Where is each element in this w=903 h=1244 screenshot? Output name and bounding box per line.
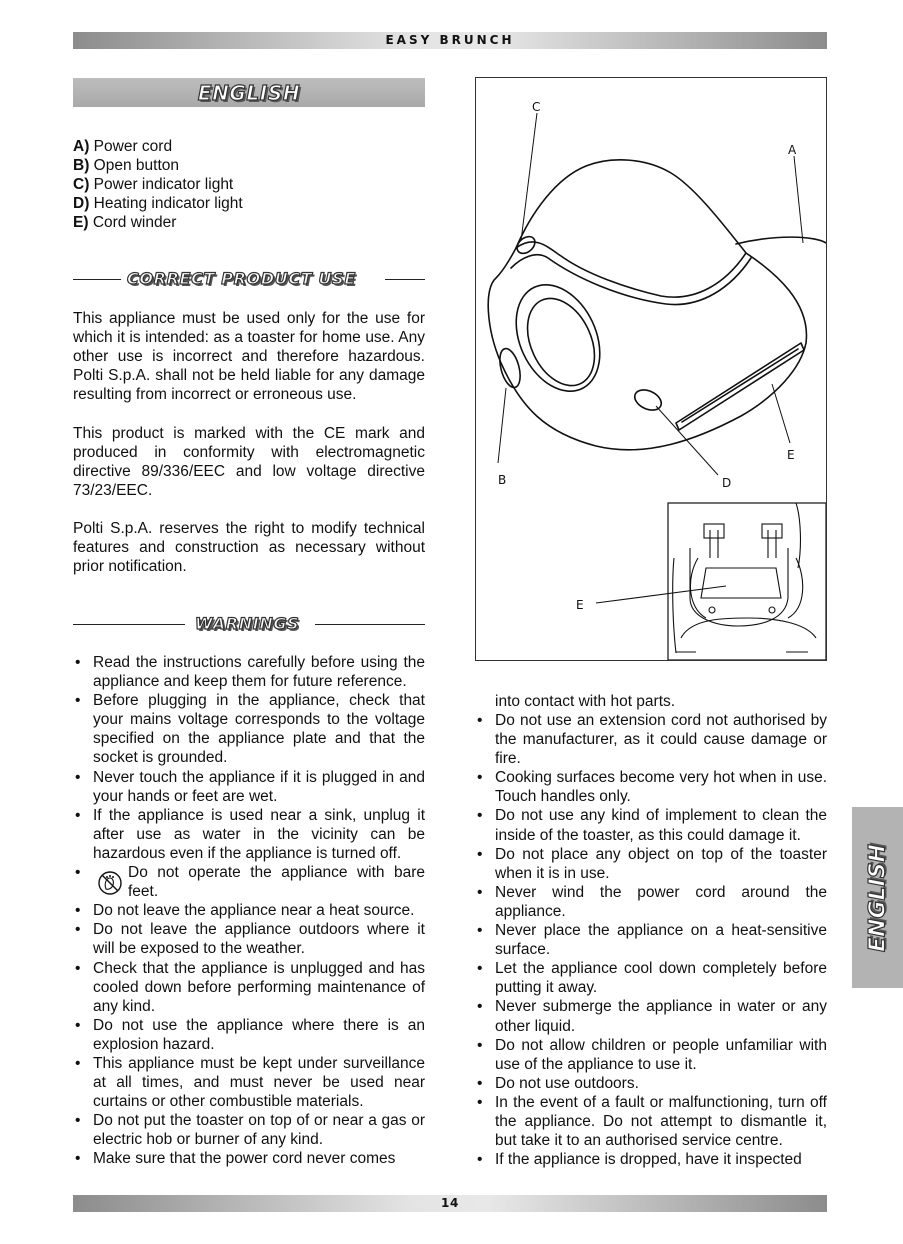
warning-item-text: Do not operate the appliance with bare feet.: [128, 864, 425, 901]
correct-use-heading-text: CORRECT PRODUCT USE: [127, 269, 356, 288]
warning-item: • Do not leave the appliance outdoors where it will be exposed to the weather.: [73, 920, 425, 958]
modification-paragraph: Polti S.p.A. reserves the right to modify technical features and construction as necessary without prior notification.: [73, 520, 425, 576]
warnings-list-left: [73, 653, 425, 1169]
header-title: EASY BRUNCH: [385, 33, 515, 47]
warning-item: • Never touch the appliance if it is plugged in and your hands or feet are wet.: [73, 768, 425, 806]
warning-item: • Do not place any object on top of the toaster when it is in use.: [475, 845, 827, 883]
warning-item: • Never submerge the appliance in water or any other liquid.: [475, 997, 827, 1035]
warning-item: • Cooking surfaces become very hot when in use. Touch handles only.: [475, 768, 827, 806]
part-letter: D): [73, 195, 90, 212]
figure-label-e-inset: E: [576, 598, 584, 612]
warning-item: • In the event of a fault or malfunctioning, turn off the appliance. Do not attempt to dismantle it, but take it to an authorised service centre.: [475, 1093, 827, 1150]
warning-item: • Read the instructions carefully before using the appliance and keep them for future reference.: [73, 653, 425, 691]
heading-rule: [73, 624, 185, 625]
warning-item: • Never place the appliance on a heat-sensitive surface.: [475, 921, 827, 959]
figure-label-c: C: [532, 100, 541, 114]
warning-item: • Let the appliance cool down completely before putting it away.: [475, 959, 827, 997]
section-title-band: [73, 78, 425, 107]
parts-list-item: [73, 213, 243, 232]
part-label: Power cord: [93, 138, 173, 155]
footer-bar: [73, 1195, 827, 1212]
warning-item: • If the appliance is dropped, have it inspected: [475, 1150, 827, 1169]
part-letter: E): [73, 214, 89, 231]
part-letter: B): [73, 157, 90, 174]
figure-label-e: E: [787, 448, 795, 462]
correct-use-heading: [73, 268, 425, 290]
warning-item: • Do not leave the appliance near a heat source.: [73, 901, 425, 920]
warnings-list-right: [475, 711, 827, 1169]
parts-list-item: [73, 137, 243, 156]
toaster-illustration: [476, 78, 826, 660]
warning-item: • This appliance must be kept under surveillance at all times, and must never be used near curtains or other combustible materials.: [73, 1054, 425, 1111]
figure-label-b: B: [498, 473, 507, 487]
parts-list-item: [73, 175, 243, 194]
parts-list-item: [73, 194, 243, 213]
warning-item: • If the appliance is used near a sink, unplug it after use as water in the vicinity can be hazardous even if the appliance is turned off.: [73, 806, 425, 863]
heading-rule: [315, 624, 425, 625]
warnings-heading-text: WARNINGS: [195, 614, 300, 633]
warning-item: • Do not use the appliance where there is an explosion hazard.: [73, 1016, 425, 1054]
warning-item: • Do not use an extension cord not authorised by the manufacturer, as it could cause damage or fire.: [475, 711, 827, 768]
warnings-heading: [73, 613, 425, 635]
warning-item: • Do not use outdoors.: [475, 1074, 827, 1093]
warning-item-barefoot: [73, 863, 425, 901]
warning-item: • Before plugging in the appliance, check that your mains voltage corresponds to the voltage specified on the appliance plate and that the socket is grounded.: [73, 691, 425, 767]
correct-use-paragraph: This appliance must be used only for the use for which it is intended: as a toaster for home use. Any other use is incorrect and therefore hazardous. Polti S.p.A. shall not be held liable for any damage resulting from incorrect or erroneous use.: [73, 310, 425, 404]
part-letter: C): [73, 176, 90, 193]
no-bare-feet-icon: [97, 870, 123, 896]
language-side-tab: [852, 807, 903, 988]
heading-rule: [385, 279, 425, 280]
figure-label-a: A: [788, 143, 797, 157]
warning-item: • Never wind the power cord around the appliance.: [475, 883, 827, 921]
ce-mark-paragraph: This product is marked with the CE mark and produced in conformity with electromagnetic directive 89/336/EEC and low voltage directive 73/23/EEC.: [73, 425, 425, 500]
part-label: Cord winder: [92, 214, 177, 231]
warning-item: • Check that the appliance is unplugged and has cooled down before performing maintenance of any kind.: [73, 959, 425, 1016]
part-letter: A): [73, 138, 90, 155]
warning-item: • Do not put the toaster on top of or near a gas or electric hob or burner of any kind.: [73, 1111, 425, 1149]
parts-list: [73, 137, 243, 232]
part-label: Heating indicator light: [93, 195, 243, 212]
section-title: ENGLISH: [197, 81, 301, 105]
page-number: 14: [441, 1196, 459, 1210]
part-label: Power indicator light: [93, 176, 234, 193]
parts-list-item: [73, 156, 243, 175]
warning-item: • Do not allow children or people unfamiliar with use of the appliance to use it.: [475, 1036, 827, 1074]
warning-continuation: into contact with hot parts.: [495, 693, 676, 710]
header-bar: [73, 32, 827, 49]
part-label: Open button: [93, 157, 179, 174]
side-tab-label: ENGLISH: [865, 843, 890, 952]
warning-item: • Do not use any kind of implement to clean the inside of the toaster, as this could damage it.: [475, 806, 827, 844]
toaster-figure: [475, 77, 827, 661]
warning-item: • Make sure that the power cord never comes: [73, 1149, 425, 1168]
heading-rule: [73, 279, 121, 280]
figure-label-d: D: [722, 476, 732, 490]
